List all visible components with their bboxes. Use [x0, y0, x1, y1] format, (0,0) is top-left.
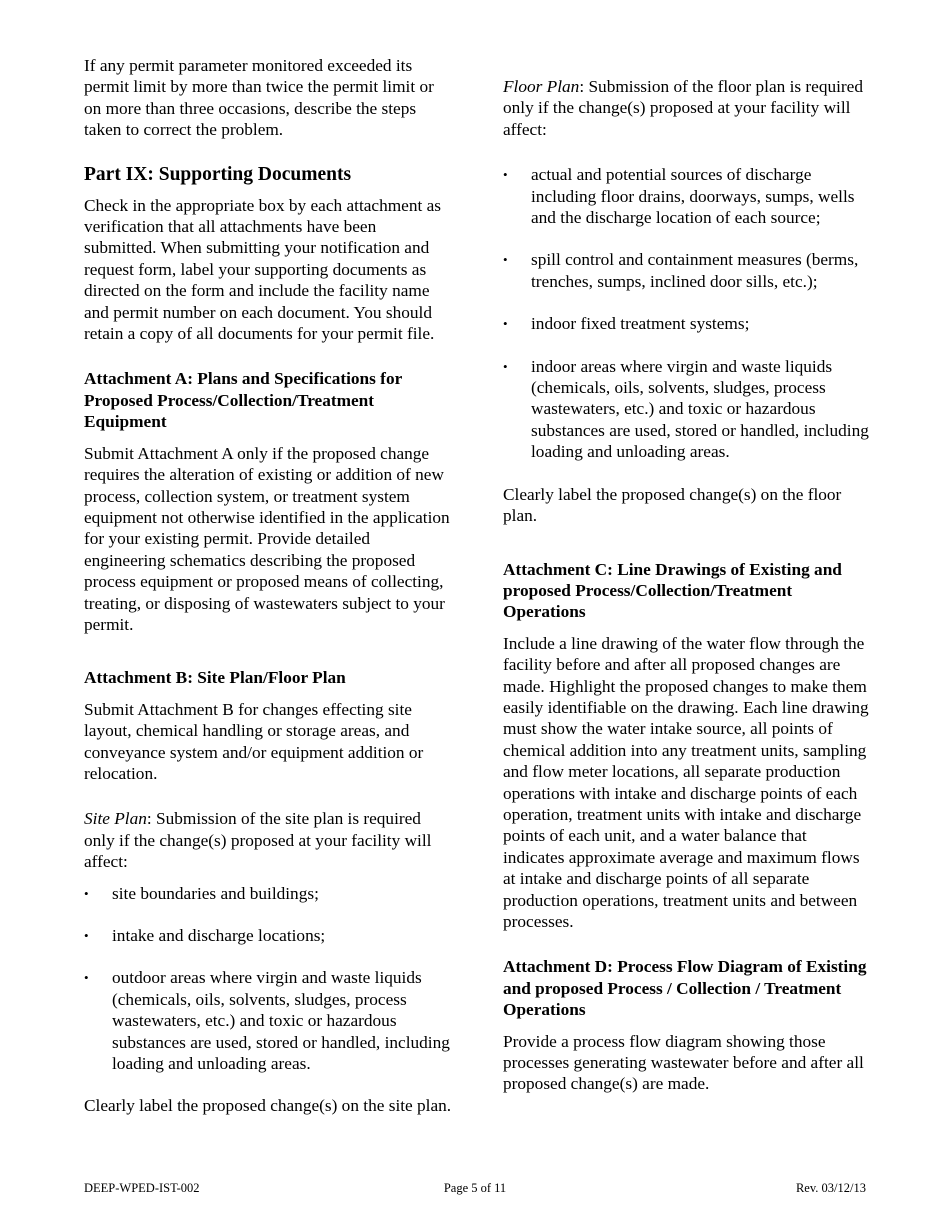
floor-plan-intro [503, 76, 871, 140]
list-item-text: outdoor areas where virgin and waste liquids (chemicals, oils, solvents, sludges, process wastewaters, etc.) and toxic or hazardous substances are used, stored or handled, including loading and unloading areas. [112, 968, 450, 1074]
floor-plan-list [503, 164, 871, 462]
list-item-text: site boundaries and buildings; [112, 883, 319, 903]
attachment-d-heading: Attachment D: Process Flow Diagram of Existing and proposed Process / Collection / Treatment Operations [503, 957, 867, 1020]
attachment-a-heading: Attachment A: Plans and Specifications for Proposed Process/Collection/Treatment Equipment [84, 369, 402, 432]
intro-paragraph: If any permit parameter monitored exceeded its permit limit by more than twice the permit limit or on more than three occasions, describe the steps taken to correct the problem. [84, 56, 434, 140]
attachment-c-body: Include a line drawing of the water flow through the facility before and after all proposed changes are made. Highlight the proposed changes to make them easily identifiable on the drawing. Each line drawing must show the water intake source, all points of chemical addition into any treatment units, sampling and flow meter locations, all separate production operations with intake and discharge points of each operation, treatment units with intake and discharge points of each unit, and a water balance that indicates approximate average and maximum flows at intake and discharge points of all separate production operations, treatment units and between processes. [503, 633, 869, 931]
site-plan-intro [84, 808, 452, 872]
bullet-icon: • [84, 928, 89, 943]
footer-form-id: DEEP-WPED-IST-002 [84, 1181, 200, 1195]
site-plan-closing: Clearly label the proposed change(s) on the site plan. [84, 1096, 452, 1116]
site-plan-label: Site Plan [84, 809, 147, 829]
list-item [84, 967, 452, 1074]
bullet-icon: • [503, 358, 508, 374]
attachment-a-body: Submit Attachment A only if the proposed change requires the alteration of existing or addition of new process, collection system, or treatment system equipment not otherwise identified in the application for your existing permit. Provide detailed engineering schematics describing the proposed process equipment or proposed means of collecting, treating, or disposing of wastewaters subject to your permit. [84, 443, 450, 634]
bullet-icon: • [84, 970, 89, 986]
attachment-b-heading: Attachment B: Site Plan/Floor Plan [84, 668, 346, 688]
list-item [503, 356, 871, 463]
site-plan-list [84, 883, 452, 1075]
list-item [84, 883, 452, 904]
footer-page-number: Page 5 of 11 [443, 1181, 507, 1195]
site-plan-text: : Submission of the site plan is required only if the change(s) proposed at your facility will affect: [84, 809, 432, 872]
list-item [503, 313, 871, 334]
bullet-icon: • [84, 885, 89, 901]
right-column [503, 76, 871, 1095]
attachment-b-body: Submit Attachment B for changes effecting site layout, chemical handling or storage areas, and conveyance system and/or equipment addition or relocation. [84, 699, 424, 783]
list-item-text: spill control and containment measures (berms, trenches, sumps, inclined door sills, etc.); [531, 250, 859, 291]
part9-heading: Part IX: Supporting Documents [84, 163, 352, 185]
bullet-icon: • [503, 167, 508, 183]
footer-revision: Rev. 03/12/13 [795, 1181, 866, 1195]
bullet-icon: • [503, 316, 508, 332]
floor-plan-label: Floor Plan [503, 77, 580, 96]
bullet-icon: • [503, 252, 508, 268]
list-item [503, 164, 871, 228]
part9-body: Check in the appropriate box by each attachment as verification that all attachments have been submitted. When submitting your notification and request form, label your supporting documents as directed on the form and include the facility name and permit number on each document. You should retain a copy of all documents for your permit file. [84, 195, 442, 344]
list-item [84, 925, 452, 946]
left-column [84, 55, 452, 1117]
list-item-text: indoor fixed treatment systems; [531, 314, 750, 334]
floor-plan-closing: Clearly label the proposed change(s) on the floor plan. [503, 484, 842, 526]
list-item-text: indoor areas where virgin and waste liquids (chemicals, oils, solvents, sludges, process wastewaters, etc.) and toxic or hazardous substances are used, stored or handled, including loading and unloading areas. [531, 356, 869, 462]
list-item [503, 249, 871, 292]
list-item-text: actual and potential sources of discharge including floor drains, doorways, sumps, wells and the discharge location of each source; [531, 165, 855, 228]
attachment-d-body: Provide a process flow diagram showing those processes generating wastewater before and after all proposed change(s) are made. [503, 1031, 864, 1094]
attachment-c-heading: Attachment C: Line Drawings of Existing and proposed Process/Collection/Treatment Operations [503, 559, 842, 622]
floor-plan-text: : Submission of the floor plan is required only if the change(s) proposed at your facility will affect: [503, 77, 863, 139]
list-item-text: intake and discharge locations; [112, 926, 326, 945]
